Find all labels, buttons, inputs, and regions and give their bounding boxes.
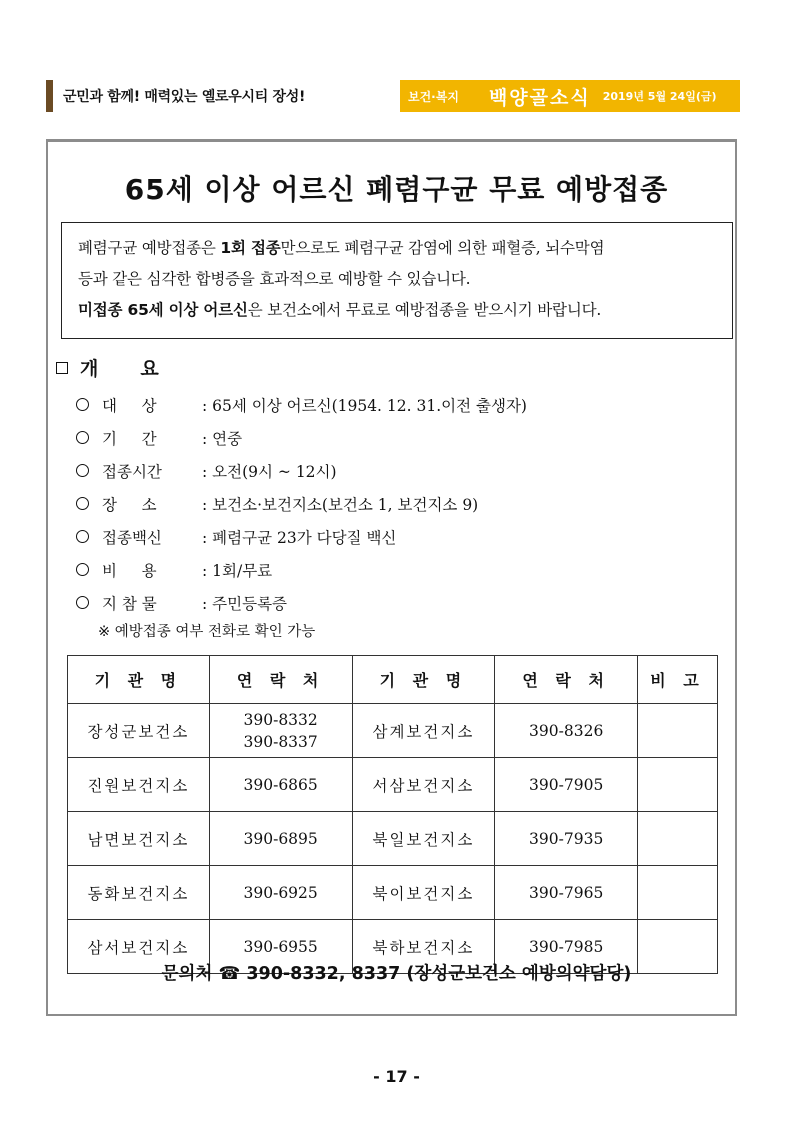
table-cell-name: 북일보건지소 [352, 812, 495, 866]
phone-text: 390-8337 [243, 732, 318, 751]
item-label: 기 간 [102, 429, 157, 448]
table-cell-phone: 390-8326 [495, 704, 638, 758]
table-row [68, 812, 718, 866]
table-row [68, 758, 718, 812]
item-value: : 폐렴구균 23가 다당질 백신 [202, 528, 397, 547]
page-number: - 17 - [373, 1067, 420, 1086]
table-header: 기 관 명 [352, 656, 495, 704]
circle-bullet-icon [76, 431, 89, 444]
item-value: : 오전(9시 ~ 12시) [202, 462, 337, 481]
table-cell-name: 북이보건지소 [352, 866, 495, 920]
item-value: : 주민등록증 [202, 594, 288, 613]
table-cell-phone: 390-7935 [495, 812, 638, 866]
page-title: 65세 이상 어르신 폐렴구균 무료 예방접종 [124, 173, 669, 206]
overview-note: ※ 예방접종 여부 전화로 확인 가능 [98, 624, 316, 640]
item-label: 장 소 [102, 495, 157, 514]
item-label: 지 참 물 [102, 594, 157, 613]
item-label: 접종백신 [102, 528, 162, 547]
phone-text: 390-8332 [243, 710, 318, 729]
table-cell-name: 진원보건지소 [68, 758, 210, 812]
overview-item-vaccine [76, 520, 527, 553]
overview-item-target [76, 388, 527, 421]
table-row [68, 866, 718, 920]
table-cell-name: 북하보건지소 [352, 920, 495, 974]
table-cell-phone: 390-6865 [209, 758, 352, 812]
table-header: 기 관 명 [68, 656, 210, 704]
table-row [68, 704, 718, 758]
table-header: 연 락 처 [495, 656, 638, 704]
table-cell-name: 삼계보건지소 [352, 704, 495, 758]
intro-line-2: 등과 같은 심각한 합병증을 효과적으로 예방할 수 있습니다. [78, 270, 471, 288]
circle-bullet-icon [76, 464, 89, 477]
table-cell-phone: 390-7965 [495, 866, 638, 920]
table-cell-name: 삼서보건지소 [68, 920, 210, 974]
table-cell-note [638, 758, 718, 812]
table-cell-phone: 390-6925 [209, 866, 352, 920]
header-date: 2019년 5월 24일(금) [602, 90, 717, 103]
table-cell-name: 장성군보건소 [68, 704, 210, 758]
overview-list [76, 388, 527, 619]
table-header: 비 고 [638, 656, 718, 704]
header-slogan: 군민과 함께! 매력있는 옐로우시티 장성! [63, 89, 306, 105]
item-label: 비 용 [102, 561, 157, 580]
overview-item-bring [76, 586, 527, 619]
header-bar [46, 80, 305, 112]
intro-line-3 [78, 295, 720, 326]
intro-text: 은 보건소에서 무료로 예방접종을 받으시기 바랍니다. [247, 301, 602, 319]
overview-item-time [76, 454, 527, 487]
table-cell-phone: 390-6955 [209, 920, 352, 974]
item-label: 접종시간 [102, 462, 162, 481]
table-cell-phone: 390-7985 [495, 920, 638, 974]
circle-bullet-icon [76, 497, 89, 510]
table-cell-phone: 390-7905 [495, 758, 638, 812]
circle-bullet-icon [76, 563, 89, 576]
table-cell-note [638, 704, 718, 758]
table-cell-phone: 390-6895 [209, 812, 352, 866]
circle-bullet-icon [76, 398, 89, 411]
table-cell-phone [209, 704, 352, 758]
header-category: 보건·복지 [408, 89, 459, 104]
item-value: : 1회/무료 [202, 561, 273, 580]
header-section-box [400, 80, 740, 112]
item-label: 대 상 [102, 396, 157, 415]
table-cell-name: 동화보건지소 [68, 866, 210, 920]
table-cell-note [638, 866, 718, 920]
header-section-title: 백양골소식 [488, 86, 591, 109]
overview-item-cost [76, 553, 527, 586]
intro-text: 만으로도 폐렴구균 감염에 의한 패혈증, 뇌수막염 [280, 239, 605, 257]
overview-heading-part: 요 [140, 358, 159, 380]
contacts-table [67, 655, 718, 974]
item-value: : 보건소·보건지소(보건소 1, 보건지소 9) [202, 495, 479, 514]
overview-heading [56, 354, 159, 381]
item-value: : 연중 [202, 429, 243, 448]
overview-heading-part: 개 [80, 358, 99, 380]
item-value: : 65세 이상 어르신(1954. 12. 31.이전 출생자) [202, 396, 527, 415]
phone-icon: ☎ [218, 964, 241, 984]
circle-bullet-icon [76, 596, 89, 609]
table-header-row [68, 656, 718, 704]
table-cell-note [638, 812, 718, 866]
intro-line-1 [78, 233, 720, 264]
intro-bold-text: 1회 접종 [220, 239, 281, 257]
table-cell-name: 남면보건지소 [68, 812, 210, 866]
inquiry-line [0, 960, 793, 985]
header-accent-bar [46, 80, 53, 112]
overview-item-place [76, 487, 527, 520]
table-cell-name: 서삼보건지소 [352, 758, 495, 812]
inquiry-text: 390-8332, 8337 (장성군보건소 예방의약담당) [246, 964, 632, 984]
checkbox-icon [56, 362, 68, 374]
circle-bullet-icon [76, 530, 89, 543]
inquiry-label: 문의처 [161, 964, 213, 984]
intro-text: 폐렴구균 예방접종은 [78, 239, 221, 257]
overview-item-period [76, 421, 527, 454]
intro-bold-text: 미접종 65세 이상 어르신 [78, 301, 248, 319]
table-header: 연 락 처 [209, 656, 352, 704]
intro-box [61, 222, 733, 339]
